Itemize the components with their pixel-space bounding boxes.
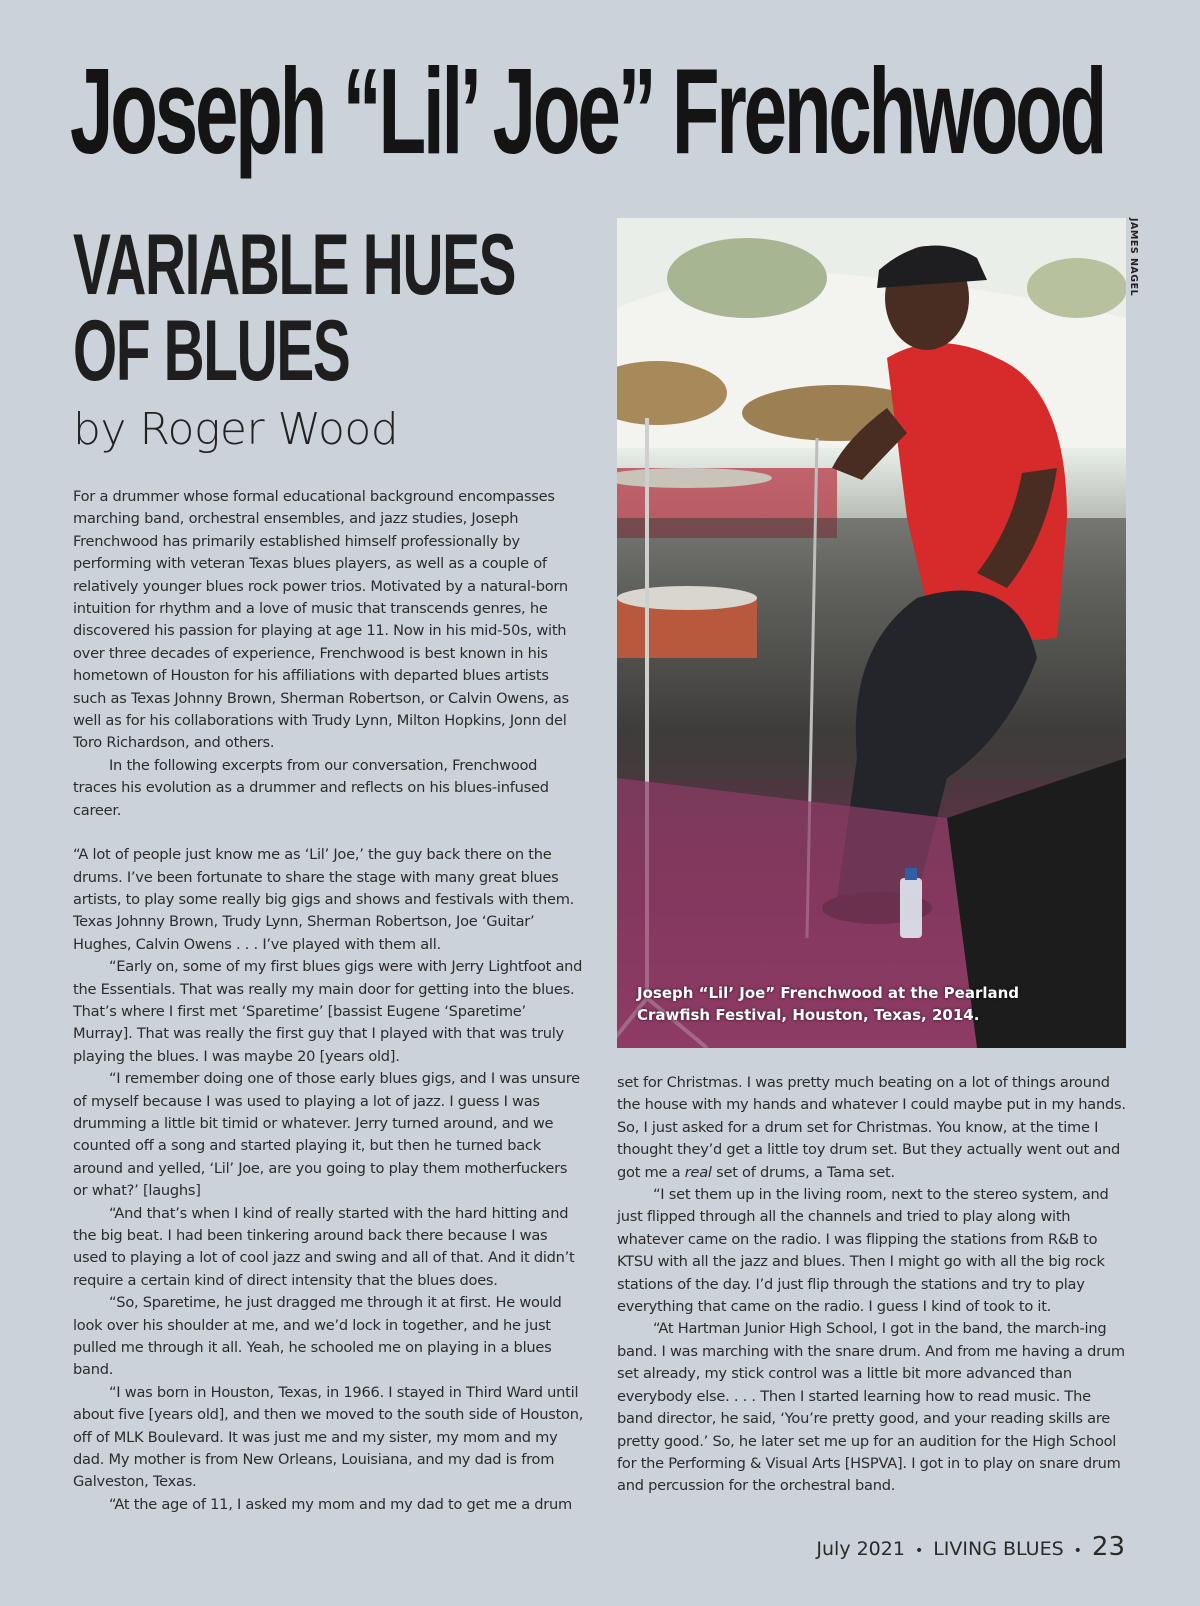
issue-date: July 2021 [816, 1538, 905, 1560]
page-number: 23 [1091, 1532, 1125, 1562]
paragraph-text: set for Christmas. I was pretty much beating on a lot of things around the house with my hands and whatever I could maybe put in my hands. So, I just asked for a drum set for Christmas. You know, at the time I thought they’d get a little toy drum set. But they actually went out and got me a [617, 1074, 1126, 1181]
body-paragraph: “I was born in Houston, Texas, in 1966. I stayed in Third Ward until about five [years old], and then we moved to the south side of Houston, off of MLK Boulevard. It was just me and my sister, my mom and my dad. My mother is from New Orleans, Louisiana, and my dad is from Galveston, Texas. [73, 1383, 584, 1491]
photo-illustration [617, 218, 1126, 1048]
intro-paragraph: For a drummer whose formal educational background encompasses marching band, orchestral ensembles, and jazz studies, Joseph Frenchwood has primarily established himself professionally by performing with veteran Texas blues players, as well as a couple of relatively younger blues rock power trios. Motivated by a natural-born intuition for rhythm and a love of music that transcends genres, he discovered his passion for playing at age 11. Now in his mid-50s, with over three decades of experience, Frenchwood is best known in his hometown of Houston for his affiliations with departed blues artists such as Texas Johnny Brown, Sherman Robertson, or Calvin Owens, as well as for his collaborations with Trudy Lynn, Milton Hopkins, Jonn del Toro Richardson, and others. [73, 488, 569, 752]
right-column [617, 1072, 1127, 1498]
page-footer [816, 1532, 1125, 1562]
body-paragraph: “And that’s when I kind of really started with the hard hitting and the big beat. I had been tinkering around back there because I was used to playing a lot of cool jazz and swing and all of that. And it didn’t require a certain kind of direct intensity that the blues does. [73, 1204, 575, 1289]
subtitle-line-2: OF BLUES [73, 303, 350, 399]
body-paragraph: “So, Sparetime, he just dragged me through it at first. He would look over his shoulder at me, and we’d lock in together, and he just pulled me through it all. Yeah, he schooled me on playing in a blues band. [73, 1294, 562, 1379]
body-paragraph: “I set them up in the living room, next to the stereo system, and just flipped through all the channels and tried to play along with whatever came on the radio. I was flipping the stations from R&B to KTSU with all the jazz and blues. Then I might go with all the big rock stations of the day. I’d just flip through the stations and try to play everything that came on the radio. I guess I kind of took to it. [617, 1186, 1109, 1316]
paragraph-text: set of drums, a Tama set. [711, 1163, 895, 1181]
body-paragraph [617, 1072, 1127, 1184]
subtitle-line-1: VARIABLE HUES [73, 217, 516, 313]
body-paragraph: “Early on, some of my first blues gigs were with Jerry Lightfoot and the Essentials. That was really my main door for getting into the blues. That’s where I first met ‘Sparetime’ [bassist Eugene ‘Sparetime’ Murray]. That was really the first guy that I played with that was truly playing the blues. I was maybe 20 [years old]. [73, 958, 583, 1065]
article-title: Joseph “Lil’ Joe” Frenchwood [70, 43, 1105, 179]
byline: by Roger Wood [73, 404, 399, 455]
footer-separator: • [914, 1543, 924, 1559]
magazine-name: LIVING BLUES [933, 1538, 1064, 1560]
photo-caption: Joseph “Lil’ Joe” Frenchwood at the Pearland Crawfish Festival, Houston, Texas, 2014. [637, 984, 1020, 1024]
body-paragraph: “I remember doing one of those early blues gigs, and I was unsure of myself because I was used to playing a lot of jazz. I guess I was drumming a little bit timid or whatever. Jerry turned around, and we counted off a song and started playing it, but then he turned back around and yelled, ‘Lil’ Joe, are you going to play them motherfuckers or what?’ [laughs] [73, 1070, 580, 1200]
body-paragraph: “At Hartman Junior High School, I got in the band, the march-ing band. I was marching with the snare drum. And from me having a drum set already, my stick control was a little bit more advanced than everybody else. . . . Then I started learning how to read music. The band director, he said, ‘You’re pretty good, and your reading skills are pretty good.’ So, he later set me up for an audition for the High School for the Performing & Visual Arts [HSPVA]. I got in to play on snare drum and percussion for the orchestral band. [617, 1320, 1125, 1495]
article-subtitle [73, 217, 516, 399]
photo-credit: JAMES NAGEL [1128, 218, 1139, 297]
body-paragraph: “A lot of people just know me as ‘Lil’ Joe,’ the guy back there on the drums. I’ve been fortunate to share the stage with many great blues artists, to play some really big gigs and shows and festivals with them. Texas Johnny Brown, Trudy Lynn, Sherman Robertson, Joe ‘Guitar’ Hughes, Calvin Owens . . . I’ve played with them all. [73, 846, 575, 953]
footer-separator: • [1073, 1543, 1082, 1559]
intro-paragraph-2: In the following excerpts from our conversation, Frenchwood traces his evolution as a drummer and reflects on his blues-infused career. [73, 756, 549, 819]
left-column [73, 486, 585, 1516]
body-paragraph: “At the age of 11, I asked my mom and my dad to get me a drum [109, 1495, 573, 1513]
emphasis-text: real [684, 1163, 712, 1181]
drummer-photo [617, 218, 1126, 1048]
